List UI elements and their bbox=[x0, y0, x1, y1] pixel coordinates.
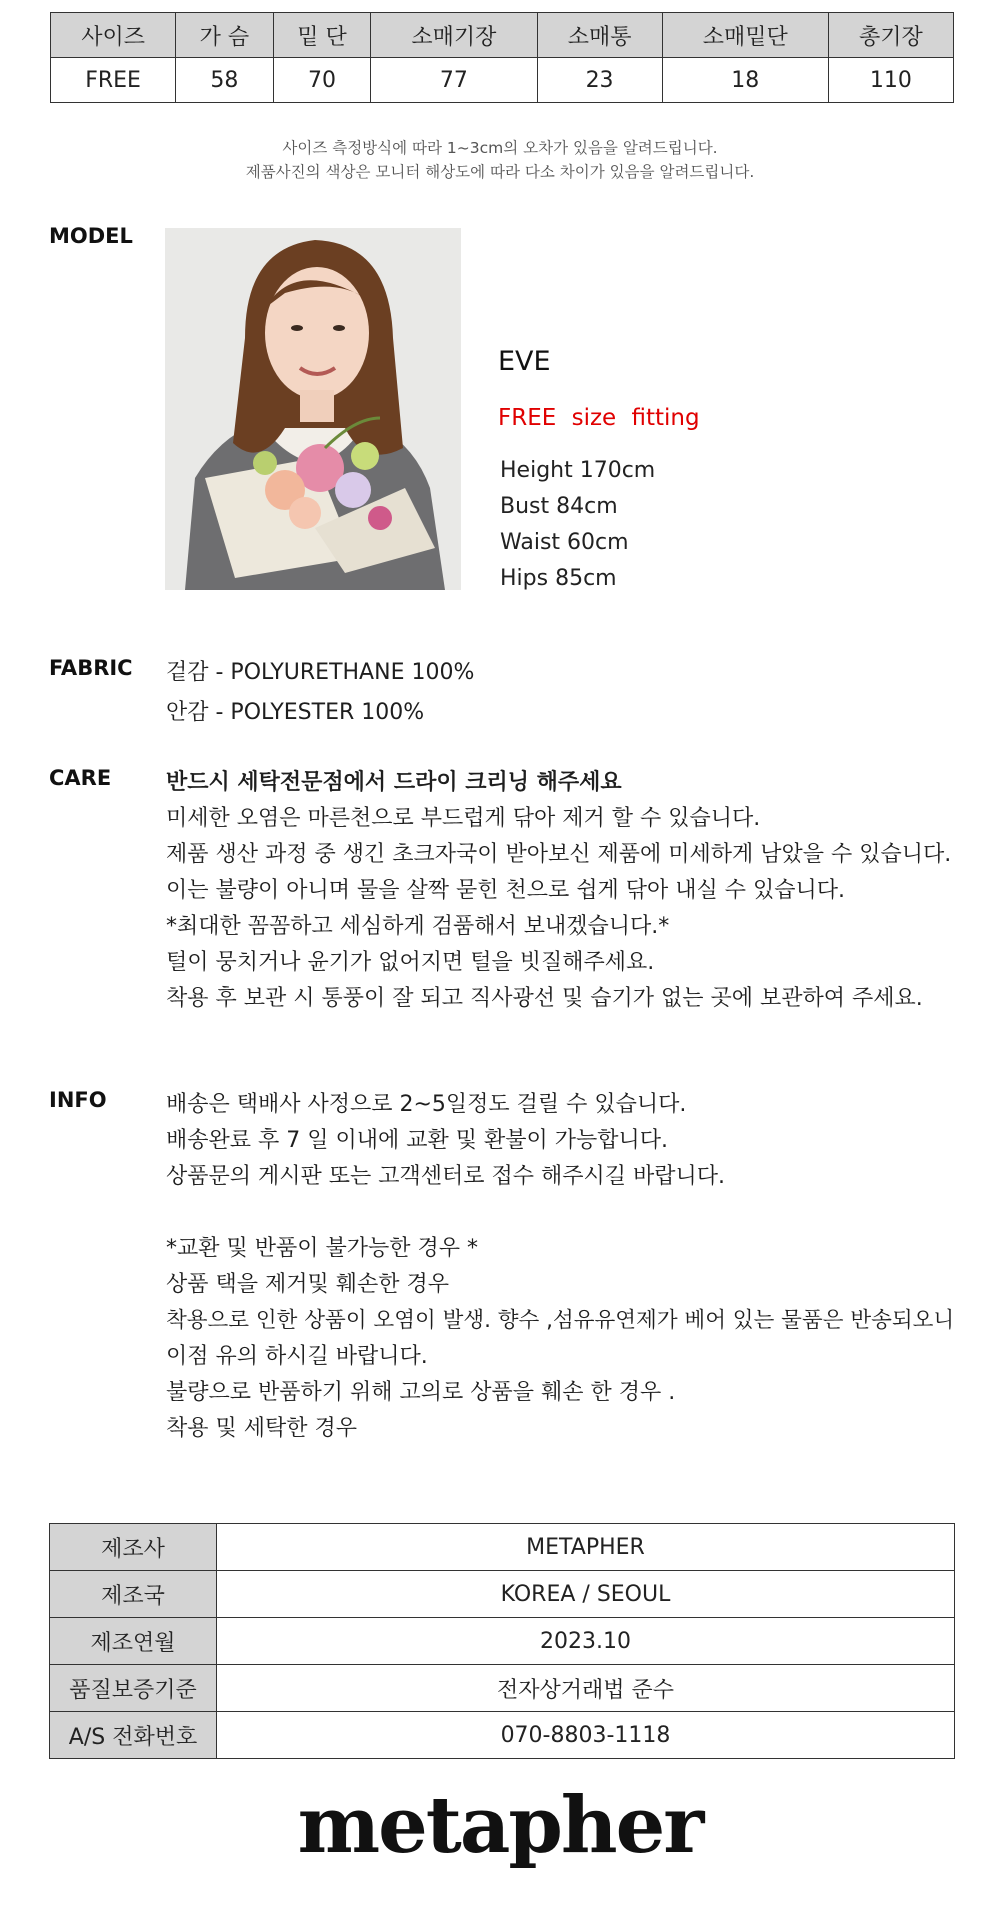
size-header-cell: 소매통 bbox=[537, 13, 662, 58]
fabric-outer: 겉감 - POLYURETHANE 100% bbox=[166, 660, 475, 685]
size-cell: 23 bbox=[537, 58, 662, 103]
brand-logo: metapher bbox=[297, 1780, 703, 1871]
manufacturer-key: A/S 전화번호 bbox=[50, 1712, 217, 1759]
size-header-cell: 사이즈 bbox=[51, 13, 176, 58]
model-bust: Bust 84cm bbox=[500, 494, 618, 519]
manufacturer-row bbox=[50, 1618, 955, 1665]
size-header-cell: 총기장 bbox=[828, 13, 953, 58]
size-header-cell: 소매기장 bbox=[371, 13, 537, 58]
manufacturer-value: 2023.10 bbox=[217, 1618, 955, 1665]
size-header-cell: 소매밑단 bbox=[662, 13, 828, 58]
size-table bbox=[50, 12, 954, 103]
care-line: 이는 불량이 아니며 물을 살짝 묻힌 천으로 쉽게 닦아 내실 수 있습니다. bbox=[166, 878, 845, 903]
info-line: 착용으로 인한 상품이 오염이 발생. 향수 ,섬유유연제가 베어 있는 물품은 반송되오니 bbox=[166, 1308, 955, 1333]
fabric-lining: 안감 - POLYESTER 100% bbox=[166, 700, 425, 725]
model-height: Height 170cm bbox=[500, 458, 656, 483]
fabric-label: FABRIC bbox=[49, 656, 133, 680]
care-line: 털이 뭉치거나 윤기가 없어지면 털을 빗질해주세요. bbox=[166, 950, 655, 975]
info-line: 착용 및 세탁한 경우 bbox=[166, 1416, 357, 1441]
info-line: 상품문의 게시판 또는 고객센터로 접수 해주시길 바랍니다. bbox=[166, 1164, 726, 1189]
care-line: 착용 후 보관 시 통풍이 잘 되고 직사광선 및 습기가 없는 곳에 보관하여 주세요. bbox=[166, 986, 923, 1011]
info-line: *교환 및 반품이 불가능한 경우 * bbox=[166, 1236, 478, 1261]
care-line: 미세한 오염은 마른천으로 부드럽게 닦아 제거 할 수 있습니다. bbox=[166, 806, 761, 831]
manufacturer-row bbox=[50, 1665, 955, 1712]
size-cell: 18 bbox=[662, 58, 828, 103]
manufacturer-table bbox=[49, 1523, 955, 1759]
manufacturer-value: 070-8803-1118 bbox=[217, 1712, 955, 1759]
size-cell: 110 bbox=[828, 58, 953, 103]
manufacturer-key: 제조연월 bbox=[50, 1618, 217, 1665]
manufacturer-row bbox=[50, 1712, 955, 1759]
model-photo bbox=[165, 228, 461, 590]
care-line: 제품 생산 과정 중 생긴 초크자국이 받아보신 제품에 미세하게 남았을 수 있습니다. bbox=[166, 842, 952, 867]
info-line: 이점 유의 하시길 바랍니다. bbox=[166, 1344, 428, 1369]
color-note: 제품사진의 색상은 모니터 해상도에 따라 다소 차이가 있음을 알려드립니다. bbox=[245, 163, 755, 181]
info-line: 상품 택을 제거및 훼손한 경우 bbox=[166, 1272, 449, 1297]
care-line: *최대한 꼼꼼하고 세심하게 검품해서 보내겠습니다.* bbox=[166, 914, 670, 939]
manufacturer-row bbox=[50, 1524, 955, 1571]
size-table-header-row bbox=[51, 13, 954, 58]
model-photo-illustration bbox=[165, 228, 461, 590]
model-hips: Hips 85cm bbox=[500, 566, 617, 591]
size-header-cell: 가 슴 bbox=[176, 13, 274, 58]
manufacturer-value: METAPHER bbox=[217, 1524, 955, 1571]
size-cell: FREE bbox=[51, 58, 176, 103]
manufacturer-key: 제조사 bbox=[50, 1524, 217, 1571]
info-label: INFO bbox=[49, 1088, 107, 1112]
model-waist: Waist 60cm bbox=[500, 530, 629, 555]
manufacturer-value: KOREA / SEOUL bbox=[217, 1571, 955, 1618]
care-label: CARE bbox=[49, 766, 112, 790]
care-headline: 반드시 세탁전문점에서 드라이 크리닝 해주세요 bbox=[166, 770, 622, 795]
info-line: 배송완료 후 7 일 이내에 교환 및 환불이 가능합니다. bbox=[166, 1128, 668, 1153]
size-header-cell: 밑 단 bbox=[273, 13, 371, 58]
size-cell: 70 bbox=[273, 58, 371, 103]
size-cell: 77 bbox=[371, 58, 537, 103]
size-note: 사이즈 측정방식에 따라 1~3cm의 오차가 있음을 알려드립니다. bbox=[282, 139, 718, 157]
model-name: EVE bbox=[498, 346, 551, 377]
manufacturer-key: 제조국 bbox=[50, 1571, 217, 1618]
manufacturer-key: 품질보증기준 bbox=[50, 1665, 217, 1712]
info-line: 불량으로 반품하기 위해 고의로 상품을 훼손 한 경우 . bbox=[166, 1380, 676, 1405]
manufacturer-value: 전자상거래법 준수 bbox=[217, 1665, 955, 1712]
info-line: 배송은 택배사 사정으로 2~5일정도 걸릴 수 있습니다. bbox=[166, 1092, 687, 1117]
size-cell: 58 bbox=[176, 58, 274, 103]
manufacturer-row bbox=[50, 1571, 955, 1618]
model-label: MODEL bbox=[49, 224, 133, 248]
size-table-row bbox=[51, 58, 954, 103]
model-fitting: FREE size fitting bbox=[498, 405, 700, 431]
